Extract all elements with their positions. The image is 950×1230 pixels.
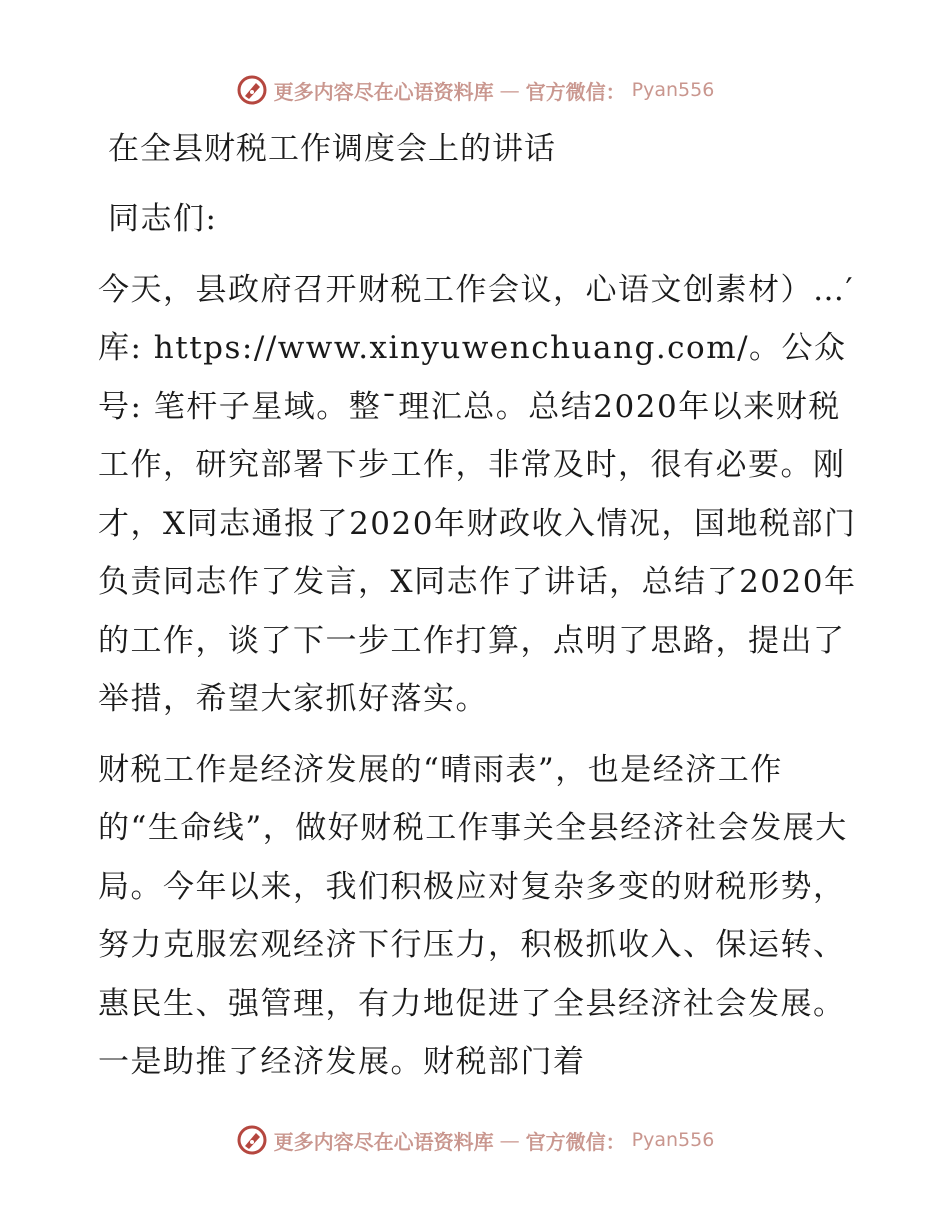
paragraph-1: 今天，县政府召开财税工作会议，心语文创素材）…′库: https://www.xinyuwenchuang.com/。公众号: 笔杆子星域。整¯理汇总。总结2020年以来财税工作，研究部署下步工作，非常及时，很有必要。刚才，X同志通报了2020年财政收入情况，国地税部门负责同志作了发言，X同志作了讲话，总结了2020年的工作，谈了下一步工作打算，点明了思路，提出了举措，希望大家抓好落实。	[98, 271, 857, 717]
footer-wechat-label: 官方微信：	[525, 1129, 626, 1154]
header-banner-separator: —	[499, 78, 520, 102]
pen-nib-logo-icon	[236, 74, 268, 106]
pen-nib-logo-icon	[236, 1124, 268, 1156]
paragraph-2: 财税工作是经济发展的“晴雨表”，也是经济工作的“生命线”，做好财税工作事关全县经济社会发展大局。今年以来，我们积极应对复杂多变的财税形势，努力克服宏观经济下行压力，积极抓收入、保运转、惠民生、强管理，有力地促进了全县经济社会发展。一是助推了经济发展。财税部门着	[98, 751, 848, 1080]
document-title: 在全县财税工作调度会上的讲话	[108, 131, 556, 167]
greeting: 同志们:	[108, 201, 218, 237]
footer-wechat-handle: Pyan556	[631, 1129, 715, 1151]
footer-banner-separator: —	[499, 1128, 520, 1152]
footer-banner-text: 更多内容尽在心语资料库	[273, 1129, 494, 1154]
footer-banner	[0, 1120, 950, 1160]
header-banner-text: 更多内容尽在心语资料库	[273, 79, 494, 104]
document-body	[98, 120, 858, 1092]
header-banner	[0, 70, 950, 110]
header-wechat-handle: Pyan556	[631, 79, 715, 101]
header-wechat-label: 官方微信：	[525, 79, 626, 104]
